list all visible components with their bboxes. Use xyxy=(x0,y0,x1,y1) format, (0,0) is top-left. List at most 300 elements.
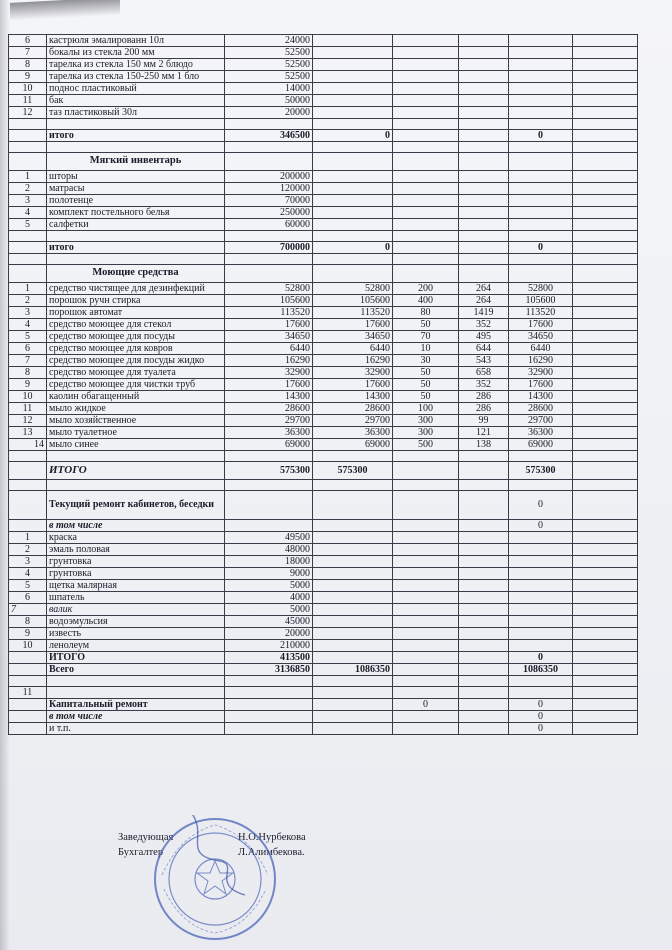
amount-cell: 69000 xyxy=(225,439,313,451)
amount-cell: 52500 xyxy=(225,59,313,71)
row-number-cell xyxy=(9,664,47,676)
table-row xyxy=(9,532,638,544)
amount-cell: 29700 xyxy=(313,415,393,427)
empty-cell xyxy=(573,367,638,379)
empty-cell xyxy=(573,640,638,652)
quantity-cell: 200 xyxy=(393,283,459,295)
amount-cell xyxy=(509,616,573,628)
amount-cell: 28600 xyxy=(313,403,393,415)
inventory-table xyxy=(8,34,638,735)
empty-cell xyxy=(9,119,47,130)
empty-cell xyxy=(47,676,225,687)
table-row xyxy=(9,59,638,71)
table-row xyxy=(9,265,638,283)
row-number-cell xyxy=(9,462,47,480)
price-cell xyxy=(459,59,509,71)
amount-cell: 0 xyxy=(509,520,573,532)
quantity-cell: 80 xyxy=(393,307,459,319)
item-name-cell: итого xyxy=(47,130,225,142)
row-number-cell xyxy=(9,491,47,520)
price-cell xyxy=(459,35,509,47)
item-name-cell: водоэмульсия xyxy=(47,616,225,628)
table-row xyxy=(9,331,638,343)
amount-cell: 36300 xyxy=(509,427,573,439)
item-name-cell: средство моющее для посуды жидко xyxy=(47,355,225,367)
amount-cell: 17600 xyxy=(313,319,393,331)
amount-cell: 113520 xyxy=(509,307,573,319)
empty-cell xyxy=(573,711,638,723)
amount-cell: 69000 xyxy=(509,439,573,451)
price-cell xyxy=(459,219,509,231)
quantity-cell xyxy=(393,640,459,652)
amount-cell: 575300 xyxy=(509,462,573,480)
price-cell: 658 xyxy=(459,367,509,379)
row-number-cell: 1 xyxy=(9,283,47,295)
empty-cell xyxy=(9,480,47,491)
amount-cell: 48000 xyxy=(225,544,313,556)
table-row xyxy=(9,83,638,95)
amount-cell: 34650 xyxy=(313,331,393,343)
amount-cell: 29700 xyxy=(225,415,313,427)
table-row xyxy=(9,415,638,427)
amount-cell: 6440 xyxy=(313,343,393,355)
empty-cell xyxy=(509,153,573,171)
table-row xyxy=(9,219,638,231)
empty-cell xyxy=(393,142,459,153)
row-number-cell: 7 xyxy=(9,355,47,367)
amount-cell: 17600 xyxy=(509,319,573,331)
amount-cell: 16290 xyxy=(313,355,393,367)
empty-cell xyxy=(573,604,638,616)
amount-cell xyxy=(509,83,573,95)
empty-cell xyxy=(573,415,638,427)
amount-cell: 0 xyxy=(509,723,573,735)
amount-cell: 69000 xyxy=(313,439,393,451)
quantity-cell: 500 xyxy=(393,439,459,451)
amount-cell: 60000 xyxy=(225,219,313,231)
empty-cell xyxy=(573,592,638,604)
empty-cell xyxy=(225,142,313,153)
quantity-cell xyxy=(393,711,459,723)
empty-cell xyxy=(459,142,509,153)
row-number-cell: 2 xyxy=(9,295,47,307)
empty-cell xyxy=(573,265,638,283)
amount-cell xyxy=(313,35,393,47)
price-cell xyxy=(459,556,509,568)
quantity-cell xyxy=(393,242,459,254)
item-name-cell: кастрюля эмалированн 10л xyxy=(47,35,225,47)
table-row xyxy=(9,47,638,59)
empty-cell xyxy=(573,544,638,556)
empty-cell xyxy=(509,254,573,265)
table-row xyxy=(9,556,638,568)
table-row xyxy=(9,491,638,520)
quantity-cell: 400 xyxy=(393,295,459,307)
empty-cell xyxy=(459,254,509,265)
amount-cell: 52500 xyxy=(225,47,313,59)
empty-cell xyxy=(313,480,393,491)
price-cell xyxy=(459,207,509,219)
empty-cell xyxy=(9,451,47,462)
table-row xyxy=(9,195,638,207)
amount-cell xyxy=(313,520,393,532)
quantity-cell xyxy=(393,568,459,580)
item-name-cell: валик xyxy=(47,604,225,616)
item-name-cell: полотенце xyxy=(47,195,225,207)
quantity-cell: 50 xyxy=(393,391,459,403)
amount-cell: 346500 xyxy=(225,130,313,142)
price-cell: 264 xyxy=(459,283,509,295)
row-number-cell: 3 xyxy=(9,307,47,319)
amount-cell: 52500 xyxy=(225,71,313,83)
quantity-cell xyxy=(393,664,459,676)
amount-cell: 0 xyxy=(509,699,573,711)
empty-cell xyxy=(573,171,638,183)
amount-cell xyxy=(509,640,573,652)
amount-cell: 24000 xyxy=(225,35,313,47)
price-cell xyxy=(459,83,509,95)
empty-cell xyxy=(573,664,638,676)
empty-cell xyxy=(573,35,638,47)
amount-cell xyxy=(313,59,393,71)
empty-cell xyxy=(509,676,573,687)
amount-cell: 36300 xyxy=(225,427,313,439)
amount-cell: 0 xyxy=(509,491,573,520)
table-row xyxy=(9,283,638,295)
table-row xyxy=(9,242,638,254)
table-row xyxy=(9,183,638,195)
amount-cell: 49500 xyxy=(225,532,313,544)
amount-cell: 29700 xyxy=(509,415,573,427)
quantity-cell xyxy=(393,195,459,207)
empty-cell xyxy=(573,480,638,491)
quantity-cell xyxy=(393,604,459,616)
empty-cell xyxy=(573,343,638,355)
table-row xyxy=(9,35,638,47)
row-number-cell: 11 xyxy=(9,95,47,107)
signature-role: Заведующая xyxy=(118,832,174,843)
table-row xyxy=(9,439,638,451)
item-name-cell: ленолеум xyxy=(47,640,225,652)
empty-cell xyxy=(313,265,393,283)
amount-cell: 70000 xyxy=(225,195,313,207)
empty-cell xyxy=(225,265,313,283)
amount-cell xyxy=(509,556,573,568)
row-number-cell: 2 xyxy=(9,544,47,556)
empty-cell xyxy=(225,480,313,491)
item-name-cell: средство моющее для ковров xyxy=(47,343,225,355)
item-name-cell: порошок автомат xyxy=(47,307,225,319)
empty-cell xyxy=(573,580,638,592)
price-cell xyxy=(459,592,509,604)
quantity-cell xyxy=(393,687,459,699)
empty-cell xyxy=(393,480,459,491)
item-name-cell: матрасы xyxy=(47,183,225,195)
item-name-cell: шторы xyxy=(47,171,225,183)
empty-cell xyxy=(573,319,638,331)
quantity-cell xyxy=(393,462,459,480)
empty-cell xyxy=(225,451,313,462)
empty-cell xyxy=(573,520,638,532)
amount-cell xyxy=(509,568,573,580)
empty-cell xyxy=(573,331,638,343)
item-name-cell: комплект постельного белья xyxy=(47,207,225,219)
table-row xyxy=(9,171,638,183)
row-number-cell: 12 xyxy=(9,107,47,119)
signature-name: Л.Алимбекова. xyxy=(238,847,305,858)
amount-cell: 34650 xyxy=(225,331,313,343)
section-title: Моющие средства xyxy=(47,265,225,283)
row-number-cell xyxy=(9,652,47,664)
empty-cell xyxy=(47,254,225,265)
empty-cell xyxy=(9,676,47,687)
item-name-cell: поднос пластиковый xyxy=(47,83,225,95)
amount-cell: 6440 xyxy=(225,343,313,355)
quantity-cell: 100 xyxy=(393,403,459,415)
amount-cell: 210000 xyxy=(225,640,313,652)
table-row xyxy=(9,544,638,556)
amount-cell xyxy=(225,723,313,735)
amount-cell xyxy=(313,568,393,580)
price-cell xyxy=(459,520,509,532)
empty-cell xyxy=(573,295,638,307)
amount-cell xyxy=(509,107,573,119)
empty-cell xyxy=(573,628,638,640)
item-name-cell: порошок ручн стирка xyxy=(47,295,225,307)
empty-cell xyxy=(393,231,459,242)
empty-cell xyxy=(573,451,638,462)
table-row xyxy=(9,699,638,711)
empty-cell xyxy=(573,307,638,319)
empty-cell xyxy=(573,439,638,451)
table-row xyxy=(9,391,638,403)
amount-cell: 20000 xyxy=(225,628,313,640)
amount-cell: 52800 xyxy=(313,283,393,295)
amount-cell: 18000 xyxy=(225,556,313,568)
price-cell xyxy=(459,107,509,119)
empty-cell xyxy=(573,71,638,83)
price-cell xyxy=(459,664,509,676)
empty-cell xyxy=(573,47,638,59)
item-name-cell: краска xyxy=(47,532,225,544)
row-number-cell xyxy=(9,520,47,532)
row-number-cell: 2 xyxy=(9,183,47,195)
empty-cell xyxy=(459,119,509,130)
amount-cell: 9000 xyxy=(225,568,313,580)
empty-cell xyxy=(225,119,313,130)
amount-cell xyxy=(509,544,573,556)
item-name-cell: в том числе xyxy=(47,711,225,723)
amount-cell xyxy=(313,711,393,723)
empty-cell xyxy=(47,231,225,242)
amount-cell: 32900 xyxy=(225,367,313,379)
item-name-cell: тарелка из стекла 150-250 мм 1 бло xyxy=(47,71,225,83)
table-row xyxy=(9,367,638,379)
empty-cell xyxy=(509,480,573,491)
quantity-cell xyxy=(393,207,459,219)
empty-cell xyxy=(573,59,638,71)
amount-cell xyxy=(509,183,573,195)
price-cell: 121 xyxy=(459,427,509,439)
price-cell: 1419 xyxy=(459,307,509,319)
table-row xyxy=(9,480,638,491)
quantity-cell xyxy=(393,59,459,71)
quantity-cell xyxy=(393,628,459,640)
quantity-cell: 50 xyxy=(393,379,459,391)
table-row xyxy=(9,628,638,640)
row-number-cell: 1 xyxy=(9,532,47,544)
empty-cell xyxy=(509,265,573,283)
signature-role: Бухгалтер xyxy=(118,847,164,858)
quantity-cell: 50 xyxy=(393,367,459,379)
quantity-cell xyxy=(393,616,459,628)
item-name-cell: бак xyxy=(47,95,225,107)
quantity-cell: 50 xyxy=(393,319,459,331)
empty-cell xyxy=(393,265,459,283)
item-name-cell xyxy=(47,687,225,699)
empty-cell xyxy=(573,687,638,699)
empty-cell xyxy=(313,231,393,242)
item-name-cell: в том числе xyxy=(47,520,225,532)
price-cell xyxy=(459,195,509,207)
table-row xyxy=(9,711,638,723)
empty-cell xyxy=(509,119,573,130)
table-row xyxy=(9,307,638,319)
quantity-cell xyxy=(393,592,459,604)
row-number-cell xyxy=(9,699,47,711)
price-cell: 138 xyxy=(459,439,509,451)
amount-cell: 413500 xyxy=(225,652,313,664)
row-number-cell: 12 xyxy=(9,415,47,427)
price-cell xyxy=(459,130,509,142)
amount-cell xyxy=(509,687,573,699)
price-cell: 352 xyxy=(459,319,509,331)
quantity-cell xyxy=(393,723,459,735)
amount-cell: 28600 xyxy=(509,403,573,415)
price-cell xyxy=(459,242,509,254)
empty-cell xyxy=(573,119,638,130)
empty-cell xyxy=(573,652,638,664)
table-row xyxy=(9,664,638,676)
table-row xyxy=(9,604,638,616)
price-cell xyxy=(459,723,509,735)
amount-cell: 45000 xyxy=(225,616,313,628)
item-name-cell: средство моющее для стекол xyxy=(47,319,225,331)
amount-cell: 16290 xyxy=(225,355,313,367)
table-row xyxy=(9,71,638,83)
amount-cell: 1086350 xyxy=(509,664,573,676)
empty-cell xyxy=(573,283,638,295)
empty-cell xyxy=(47,142,225,153)
empty-cell xyxy=(225,254,313,265)
price-cell xyxy=(459,580,509,592)
item-name-cell: шпатель xyxy=(47,592,225,604)
amount-cell xyxy=(313,532,393,544)
quantity-cell xyxy=(393,130,459,142)
empty-cell xyxy=(313,142,393,153)
amount-cell xyxy=(509,47,573,59)
item-name-cell: средство моющее для посуды xyxy=(47,331,225,343)
amount-cell: 113520 xyxy=(225,307,313,319)
row-number-cell: 8 xyxy=(9,367,47,379)
amount-cell xyxy=(313,107,393,119)
quantity-cell: 30 xyxy=(393,355,459,367)
amount-cell: 0 xyxy=(509,242,573,254)
empty-cell xyxy=(573,183,638,195)
section-title: Мягкий инвентарь xyxy=(47,153,225,171)
table-row xyxy=(9,254,638,265)
amount-cell xyxy=(313,95,393,107)
empty-cell xyxy=(573,676,638,687)
row-number-cell: 9 xyxy=(9,379,47,391)
amount-cell xyxy=(313,171,393,183)
price-cell xyxy=(459,171,509,183)
row-number-cell: 4 xyxy=(9,319,47,331)
table-row xyxy=(9,580,638,592)
price-cell xyxy=(459,687,509,699)
row-number-cell: 3 xyxy=(9,556,47,568)
quantity-cell: 300 xyxy=(393,415,459,427)
empty-cell xyxy=(573,195,638,207)
empty-cell xyxy=(459,676,509,687)
amount-cell xyxy=(313,699,393,711)
row-number-cell: 1 xyxy=(9,171,47,183)
empty-cell xyxy=(225,676,313,687)
item-name-cell: известь xyxy=(47,628,225,640)
item-name-cell: каолин обагащенный xyxy=(47,391,225,403)
item-name-cell: бокалы из стекла 200 мм xyxy=(47,47,225,59)
amount-cell: 32900 xyxy=(313,367,393,379)
quantity-cell xyxy=(393,652,459,664)
amount-cell xyxy=(509,195,573,207)
amount-cell xyxy=(313,71,393,83)
row-number-cell: 9 xyxy=(9,71,47,83)
table-row xyxy=(9,520,638,532)
row-number-cell: 6 xyxy=(9,592,47,604)
row-number-cell: 8 xyxy=(9,616,47,628)
empty-cell xyxy=(459,451,509,462)
amount-cell: 6440 xyxy=(509,343,573,355)
quantity-cell xyxy=(393,556,459,568)
amount-cell: 1086350 xyxy=(313,664,393,676)
empty-cell xyxy=(47,119,225,130)
amount-cell xyxy=(509,207,573,219)
empty-cell xyxy=(9,231,47,242)
empty-cell xyxy=(573,568,638,580)
quantity-cell: 300 xyxy=(393,427,459,439)
amount-cell: 575300 xyxy=(225,462,313,480)
table-row xyxy=(9,295,638,307)
empty-cell xyxy=(573,107,638,119)
price-cell xyxy=(459,183,509,195)
price-cell: 352 xyxy=(459,379,509,391)
row-number-cell: 7 xyxy=(9,47,47,59)
price-cell: 286 xyxy=(459,403,509,415)
row-number-cell: 8 xyxy=(9,59,47,71)
row-number-cell: 5 xyxy=(9,219,47,231)
empty-cell xyxy=(459,153,509,171)
empty-cell xyxy=(47,451,225,462)
price-cell xyxy=(459,47,509,59)
amount-cell: 17600 xyxy=(225,379,313,391)
amount-cell xyxy=(313,219,393,231)
table-row xyxy=(9,95,638,107)
empty-cell xyxy=(573,556,638,568)
amount-cell xyxy=(509,171,573,183)
quantity-cell xyxy=(393,544,459,556)
empty-cell xyxy=(313,254,393,265)
empty-cell xyxy=(573,723,638,735)
